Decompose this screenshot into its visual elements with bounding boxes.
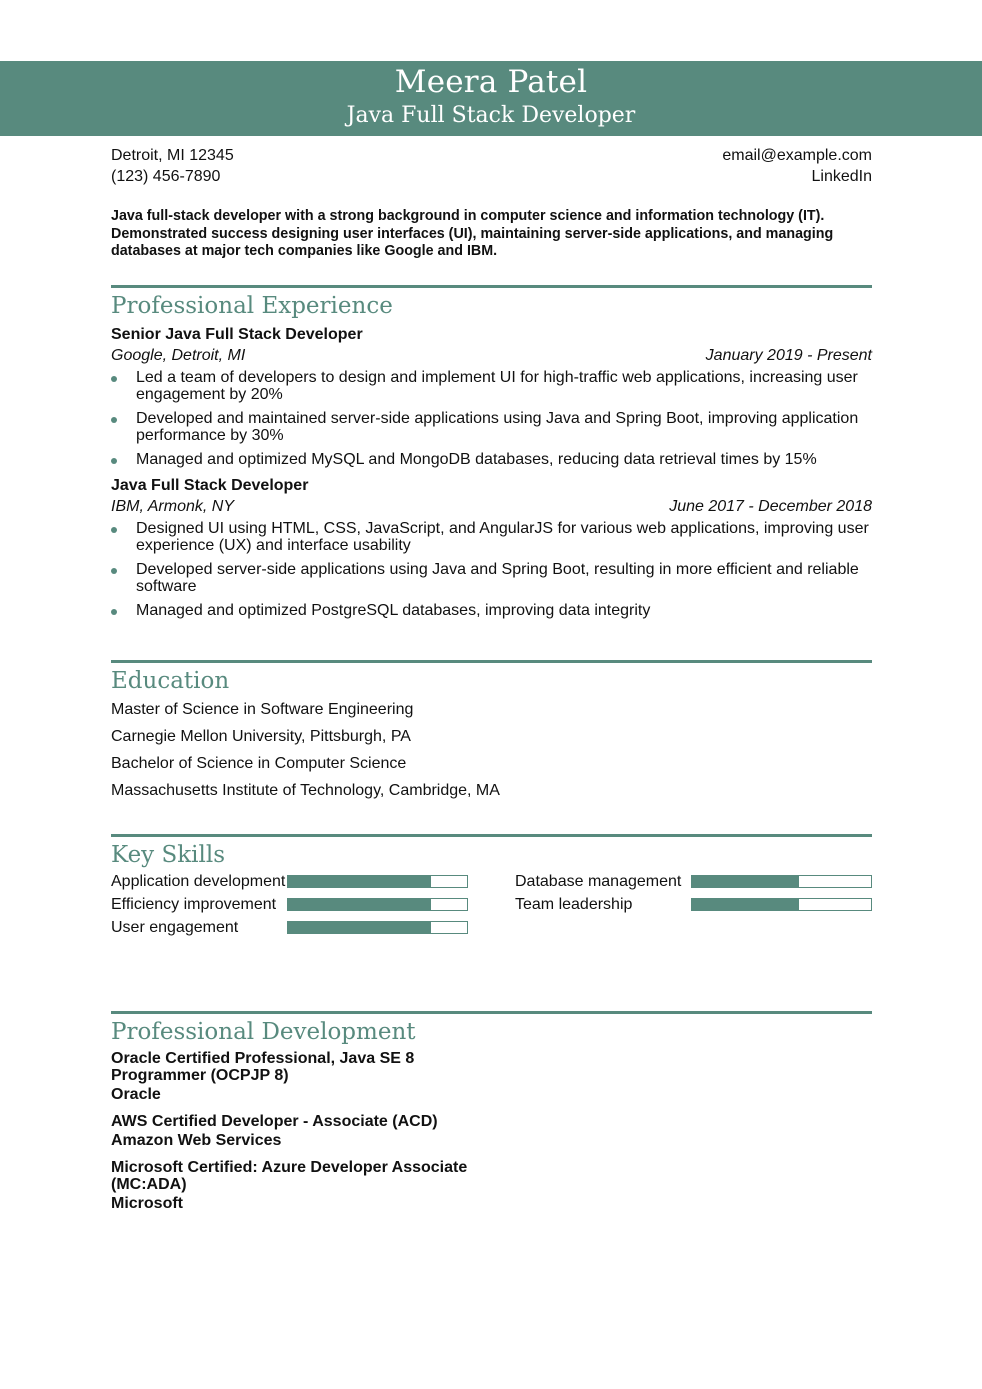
skill-item [515,896,872,913]
candidate-name: Meera Patel [394,64,588,100]
education-school: Carnegie Mellon University, Pittsburgh, PA [111,728,411,745]
skills-grid [111,873,872,936]
skill-bar-fill [692,899,799,910]
bullet-dot-icon [111,568,117,574]
certification-issuer: Amazon Web Services [111,1132,282,1149]
skill-label: Team leadership [515,896,633,913]
list-item [111,520,872,554]
bullet-dot-icon [111,527,117,533]
skill-label: Database management [515,873,682,890]
certification-entry [111,1113,511,1151]
job-entry [111,475,872,619]
bullet-text: Designed UI using HTML, CSS, JavaScript, and AngularJS for various web applications, improving user experience (UX) and interface usability [136,520,869,554]
job-entry [111,324,872,468]
header-banner [0,61,982,136]
skills-heading: Key Skills [111,842,226,868]
list-item [111,410,872,444]
bullet-text: Managed and optimized PostgreSQL databases, improving data integrity [136,602,651,619]
list-item [111,602,872,619]
skill-bar [287,898,468,911]
skill-label: User engagement [111,919,239,936]
skill-item [515,873,872,890]
development-section [111,1011,872,1222]
experience-heading: Professional Experience [111,293,393,319]
bullet-dot-icon [111,417,117,423]
contact-phone: (123) 456-7890 [111,168,221,185]
skill-item [111,919,468,936]
skills-section [111,834,872,936]
certification-issuer: Microsoft [111,1195,183,1212]
certification-entry [111,1050,511,1105]
contact-location: Detroit, MI 12345 [111,147,234,164]
skill-label: Efficiency improvement [111,896,277,913]
bullet-text: Developed server-side applications using Java and Spring Boot, resulting in more efficient and reliable software [136,561,859,595]
skill-bar-fill [288,876,431,887]
job-dates: January 2019 - Present [705,347,872,364]
skill-item [111,896,468,913]
job-company: IBM, Armonk, NY [111,498,234,515]
contact-block [111,145,872,187]
bullet-text: Developed and maintained server-side applications using Java and Spring Boot, improving application performance by 30% [136,410,859,444]
development-heading: Professional Development [111,1019,416,1045]
education-heading: Education [111,668,230,694]
section-divider [111,1011,872,1014]
skill-bar-fill [692,876,799,887]
certification-title: AWS Certified Developer - Associate (ACD) [111,1113,438,1130]
bullet-text: Managed and optimized MySQL and MongoDB databases, reducing data retrieval times by 15% [136,451,817,468]
skill-bar [691,898,872,911]
job-dates: June 2017 - December 2018 [669,498,872,515]
contact-email[interactable]: email@example.com [722,147,872,164]
certification-issuer: Oracle [111,1086,161,1103]
bullet-dot-icon [111,458,117,464]
skill-bar [691,875,872,888]
contact-linkedin[interactable]: LinkedIn [811,168,872,185]
summary: Java full-stack developer with a strong background in computer science and information technology (IT). Demonstrated success designing user interfaces (UI), maintaining server-side applications, and managing databases at major tech companies like Google and IBM. [111,208,834,259]
skill-bar-fill [288,899,431,910]
certification-title: Oracle Certified Professional, Java SE 8 Programmer (OCPJP 8) [111,1050,415,1084]
job-company: Google, Detroit, MI [111,347,246,364]
education-degree: Master of Science in Software Engineering [111,701,414,718]
certification-title: Microsoft Certified: Azure Developer Associate (MC:ADA) [111,1159,468,1193]
list-item [111,451,872,468]
education-degree: Bachelor of Science in Computer Science [111,755,407,772]
skill-item [111,873,468,890]
candidate-title: Java Full Stack Developer [346,103,636,128]
education-school: Massachusetts Institute of Technology, Cambridge, MA [111,782,500,799]
skill-bar [287,875,468,888]
job-title: Senior Java Full Stack Developer [111,326,363,343]
section-divider [111,285,872,288]
section-divider [111,660,872,663]
bullet-dot-icon [111,376,117,382]
skill-bar-fill [288,922,431,933]
experience-section [111,285,872,626]
certification-entry [111,1159,511,1214]
bullet-text: Led a team of developers to design and implement UI for high-traffic web applications, increasing user engagement by 20% [136,369,858,403]
skill-label: Application development [111,873,286,890]
job-title: Java Full Stack Developer [111,477,309,494]
list-item [111,369,872,403]
list-item [111,561,872,595]
education-section [111,660,872,807]
section-divider [111,834,872,837]
bullet-dot-icon [111,609,117,615]
skill-bar [287,921,468,934]
